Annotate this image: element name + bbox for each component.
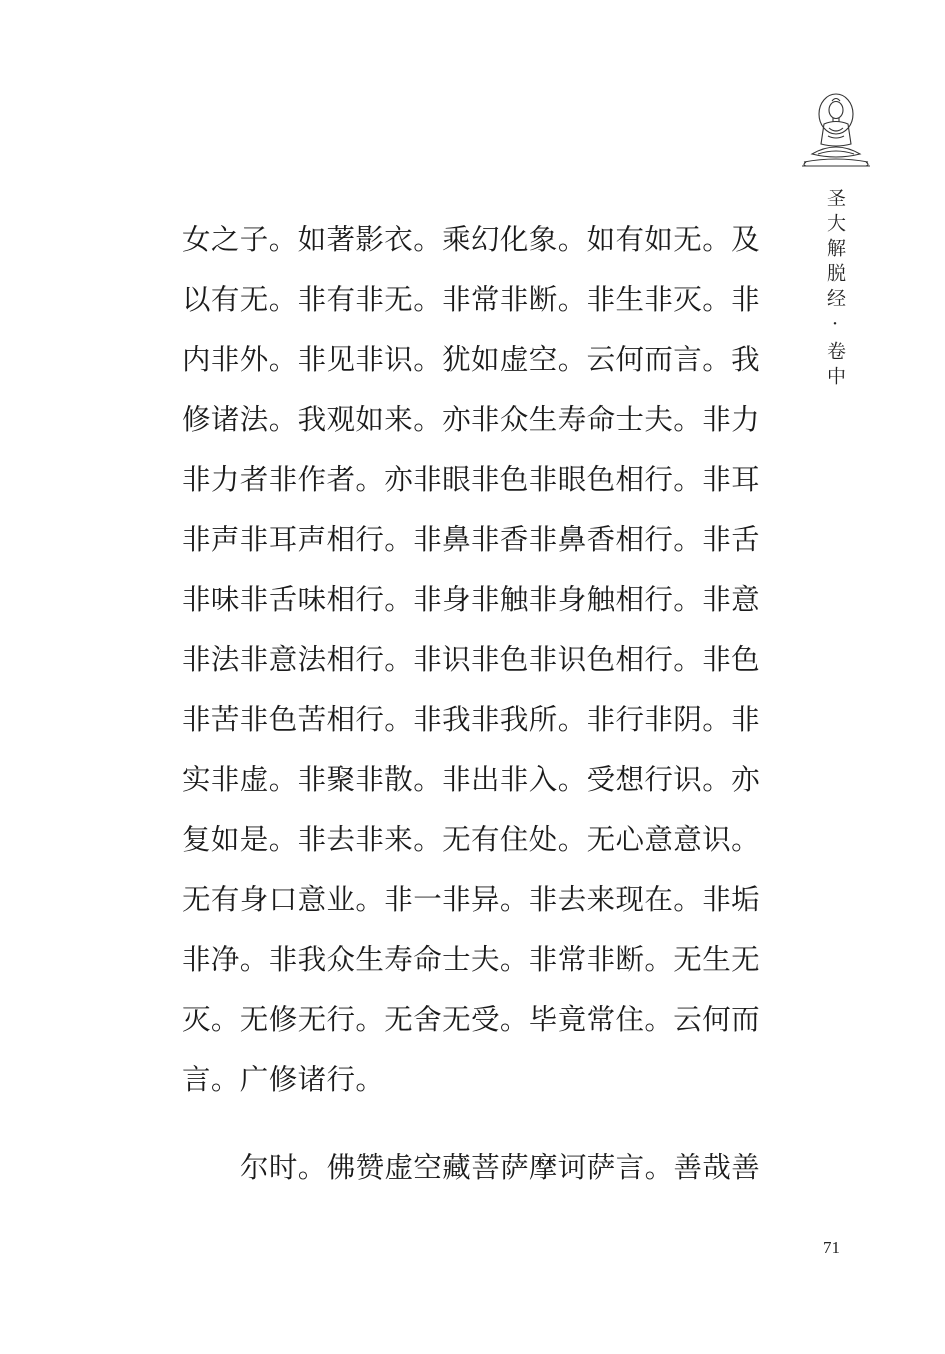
text-line: 非净。非我众生寿命士夫。非常非断。无生无 bbox=[182, 943, 761, 976]
seated-buddha-emblem bbox=[798, 88, 874, 168]
text-line: 修诸法。我观如来。亦非众生寿命士夫。非力 bbox=[182, 403, 761, 436]
text-line: 非声非耳声相行。非鼻非香非鼻香相行。非舌 bbox=[182, 523, 761, 556]
running-header-title: 圣大解脱经·卷中 bbox=[824, 188, 846, 391]
text-line: 灭。无修无行。无舍无受。毕竟常住。云何而 bbox=[182, 1003, 761, 1036]
page-number: 71 bbox=[823, 1238, 840, 1257]
text-line: 内非外。非见非识。犹如虚空。云何而言。我 bbox=[182, 343, 761, 376]
text-line: 实非虚。非聚非散。非出非入。受想行识。亦 bbox=[182, 763, 761, 796]
text-line: 复如是。非去非来。无有住处。无心意意识。 bbox=[182, 823, 761, 856]
text-line: 无有身口意业。非一非异。非去来现在。非垢 bbox=[182, 883, 761, 916]
body-text bbox=[182, 210, 767, 1198]
text-line: 言。广修诸行。 bbox=[182, 1063, 385, 1096]
text-line: 女之子。如著影衣。乘幻化象。如有如无。及 bbox=[182, 223, 761, 256]
text-line: 尔时。佛赞虚空藏菩萨摩诃萨言。善哉善 bbox=[240, 1151, 761, 1184]
text-line: 非法非意法相行。非识非色非识色相行。非色 bbox=[182, 643, 761, 676]
text-line: 非味非舌味相行。非身非触非身触相行。非意 bbox=[182, 583, 761, 616]
text-line: 非苦非色苦相行。非我非我所。非行非阴。非 bbox=[182, 703, 761, 736]
text-line: 以有无。非有非无。非常非断。非生非灭。非 bbox=[182, 283, 761, 316]
paragraph-1 bbox=[182, 210, 767, 1110]
paragraph-2 bbox=[182, 1138, 767, 1198]
text-line: 非力者非作者。亦非眼非色非眼色相行。非耳 bbox=[182, 463, 761, 496]
